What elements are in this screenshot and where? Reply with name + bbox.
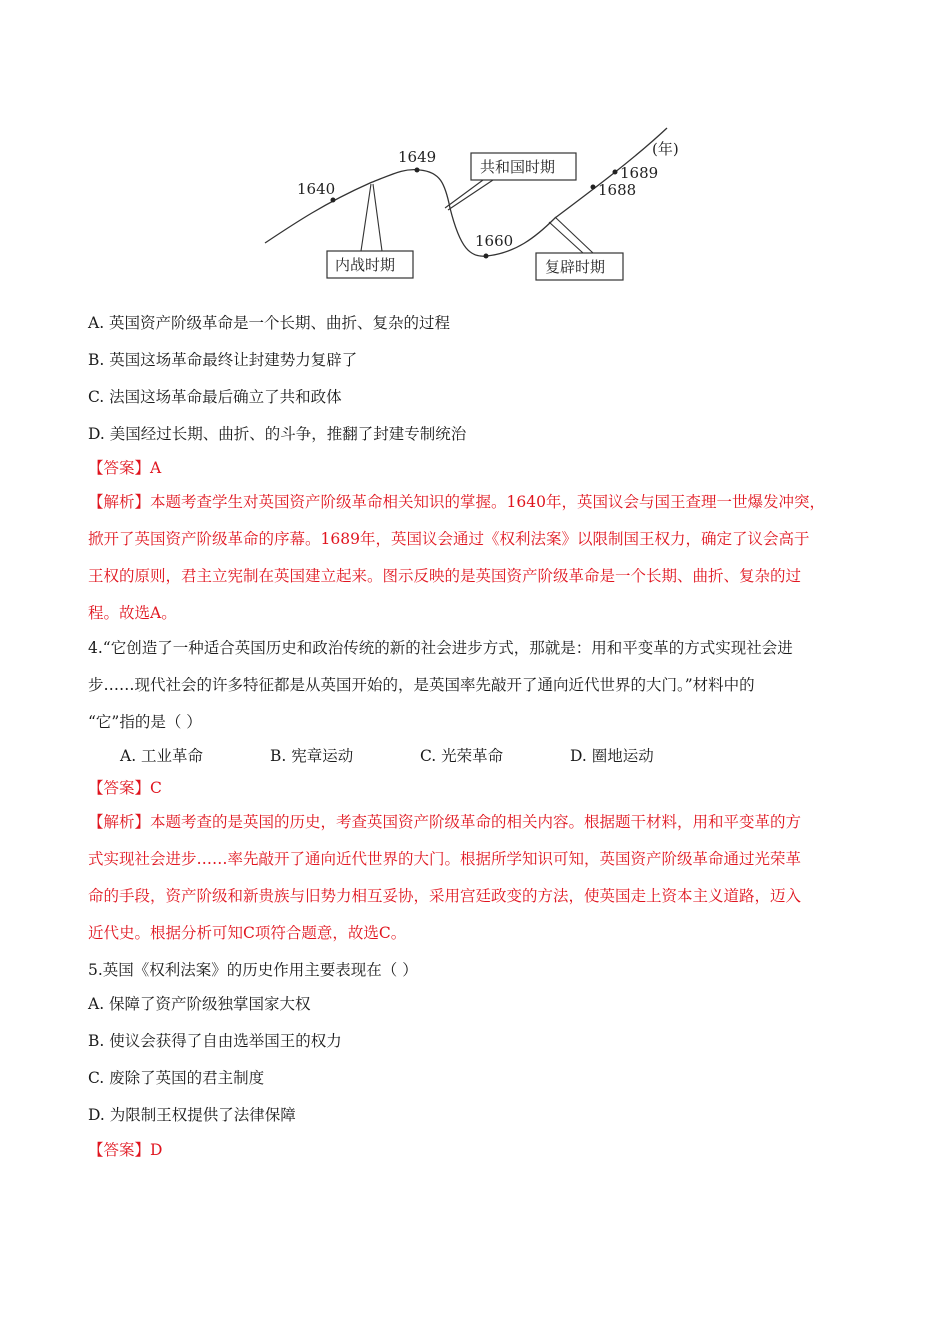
q4-stem-line-1: 4.“它创造了一种适合英国历史和政治传统的新的社会进步方式，那就是：用和平变革的方式实现社会进 — [88, 639, 793, 657]
q4-option-c: C. 光荣革命 — [420, 747, 504, 765]
q5-option-b: B. 使议会获得了自由选举国王的权力 — [88, 1032, 342, 1050]
q3-analysis-line-1 — [88, 491, 825, 513]
q3-analysis-line-2: 掀开了英国资产阶级革命的序幕。1689年，英国议会通过《权利法案》以限制国王权力，确定了议会高于 — [88, 530, 810, 548]
analysis-tag: 【解析】 — [88, 493, 151, 511]
analysis-text: 本题考查学生对英国资产阶级革命相关知识的掌握。1640年，英国议会与国王查理一世爆发冲突， — [150, 493, 825, 511]
q5-answer — [88, 1139, 162, 1161]
analysis-tag: 【解析】 — [88, 813, 151, 831]
q4-analysis-line-4: 近代史。根据分析可知C项符合题意，故选C。 — [88, 924, 407, 942]
q3-option-b: B. 英国这场革命最终让封建势力复辟了 — [88, 351, 358, 369]
label-year: (年) — [652, 140, 679, 158]
q4-analysis-line-3: 命的手段，资产阶级和新贵族与旧势力相互妥协，采用宫廷政变的方法，使英国走上资本主义道路，迈入 — [88, 887, 802, 905]
analysis-text: 本题考查的是英国的历史，考查英国资产阶级革命的相关内容。根据题干材料，用和平变革的方 — [150, 813, 802, 831]
answer-value: D — [150, 1141, 163, 1159]
q5-option-a: A. 保障了资产阶级独掌国家大权 — [88, 995, 311, 1013]
point-1640 — [331, 198, 336, 203]
label-1640: 1640 — [297, 180, 336, 198]
q4-analysis-line-2: 式实现社会进步……率先敲开了通向近代世界的大门。根据所学知识可知，英国资产阶级革命通过光荣革 — [88, 850, 802, 868]
q4-stem-line-2: 步……现代社会的许多特征都是从英国开始的，是英国率先敲开了通向近代世界的大门。”材料中的 — [88, 676, 755, 694]
point-1649 — [415, 168, 420, 173]
civil-war-box-label: 内战时期 — [335, 256, 396, 274]
answer-tag: 【答案】 — [88, 1141, 151, 1159]
q4-option-d: D. 圈地运动 — [570, 747, 654, 765]
restoration-box-label: 复辟时期 — [545, 258, 606, 276]
q5-option-d: D. 为限制王权提供了法律保障 — [88, 1106, 296, 1124]
answer-value: C — [150, 779, 162, 797]
q5-option-c: C. 废除了英国的君主制度 — [88, 1069, 265, 1087]
label-1689: 1689 — [620, 164, 659, 182]
point-1688 — [591, 185, 596, 190]
label-1649: 1649 — [398, 148, 437, 166]
q4-option-a: A. 工业革命 — [120, 747, 204, 765]
q4-analysis-line-1 — [88, 811, 801, 833]
q3-option-d: D. 美国经过长期、曲折、的斗争，推翻了封建专制统治 — [88, 425, 467, 443]
answer-value: A — [150, 459, 162, 477]
q3-analysis-line-3: 王权的原则，君主立宪制在英国建立起来。图示反映的是英国资产阶级革命是一个长期、曲折、复杂的过 — [88, 567, 802, 585]
point-1660 — [484, 254, 489, 259]
q3-option-c: C. 法国这场革命最后确立了共和政体 — [88, 388, 342, 406]
q3-answer — [88, 457, 161, 479]
q5-stem: 5.英国《权利法案》的历史作用主要表现在（ ） — [88, 961, 418, 979]
q3-analysis-line-4: 程。故选A。 — [88, 604, 177, 622]
label-1688: 1688 — [598, 181, 637, 199]
q4-option-b: B. 宪章运动 — [270, 747, 354, 765]
label-1660: 1660 — [475, 232, 514, 250]
q3-option-a: A. 英国资产阶级革命是一个长期、曲折、复杂的过程 — [88, 314, 451, 332]
q4-stem-line-3: “它”指的是（ ） — [88, 713, 202, 731]
answer-tag: 【答案】 — [88, 779, 151, 797]
republic-box-label: 共和国时期 — [480, 158, 556, 176]
point-1689 — [613, 170, 618, 175]
revolution-timeline-diagram — [255, 118, 705, 288]
answer-tag: 【答案】 — [88, 459, 151, 477]
q4-answer — [88, 777, 162, 799]
